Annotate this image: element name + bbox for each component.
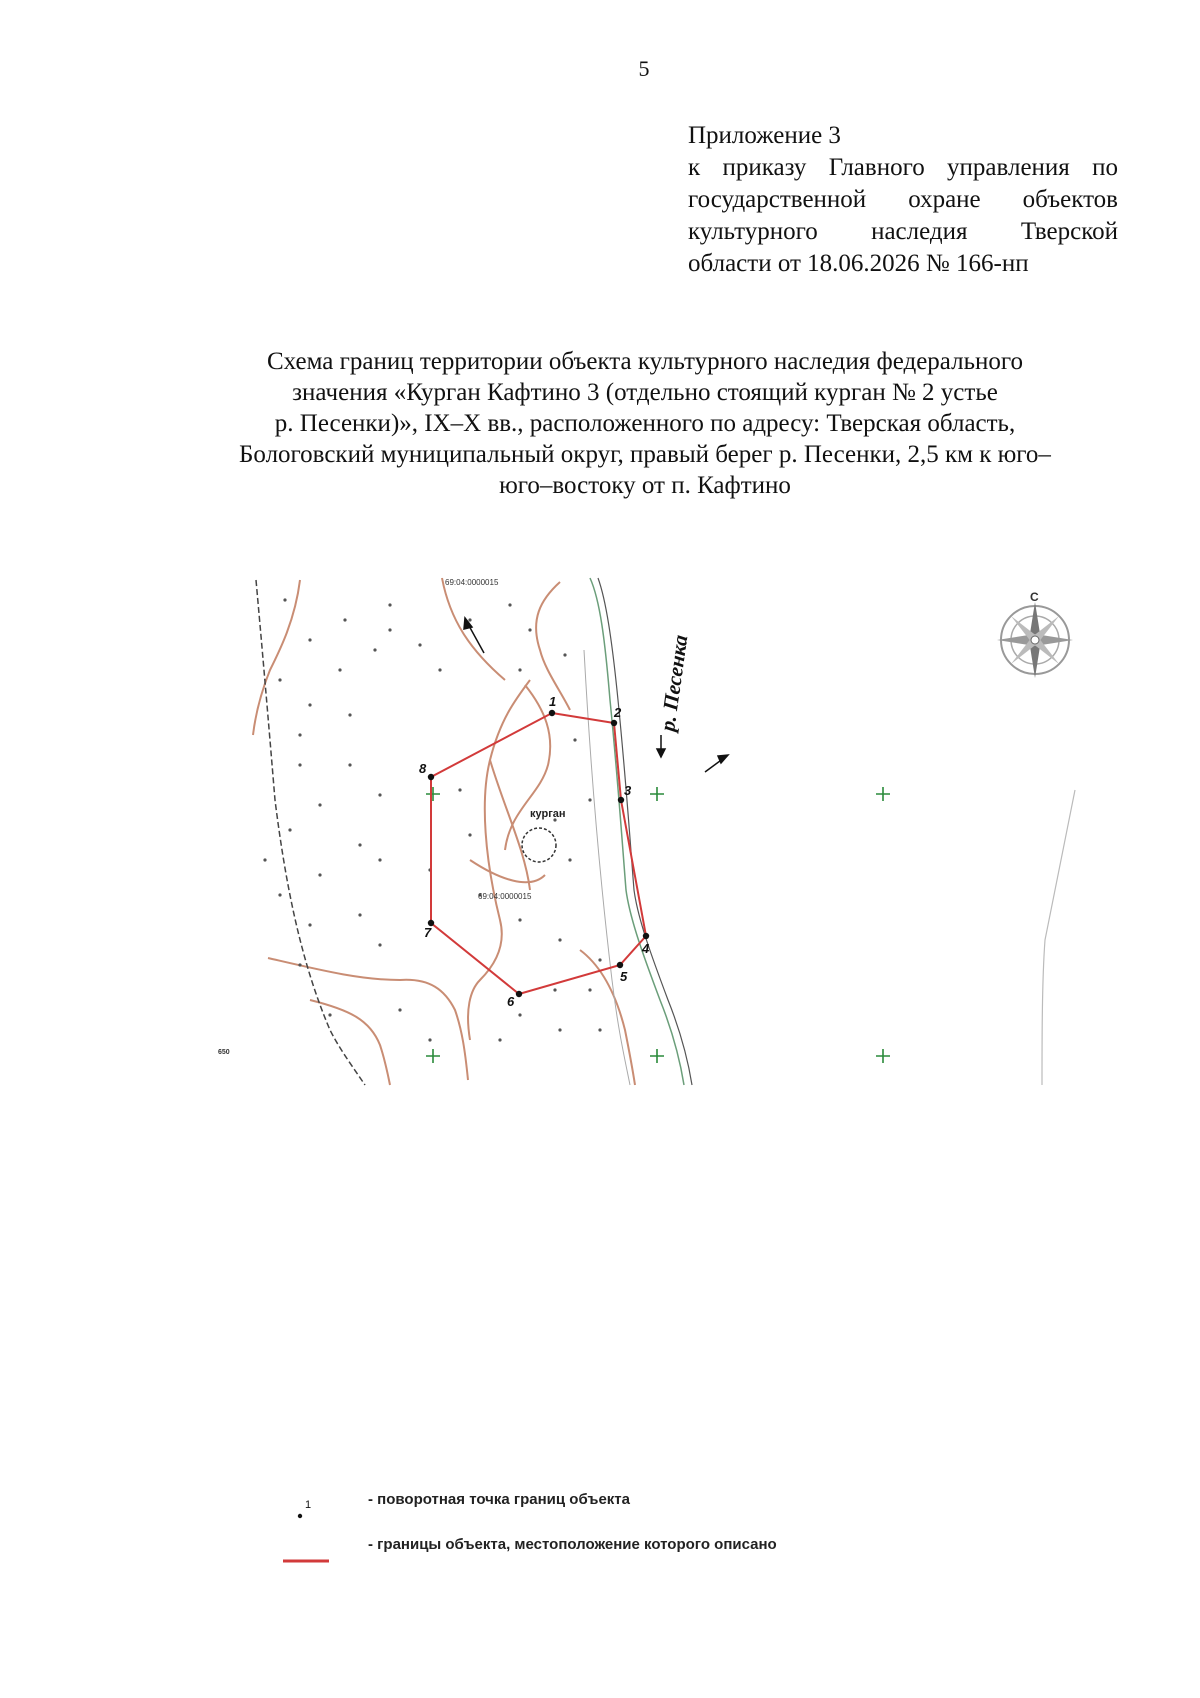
page-title bbox=[140, 346, 1150, 501]
arrow-northwest bbox=[468, 624, 484, 653]
boundary-point-6 bbox=[516, 991, 522, 997]
edge-label: 650 bbox=[218, 1049, 230, 1056]
grid-cross bbox=[876, 787, 890, 801]
object-boundary-line bbox=[431, 713, 646, 994]
contour-line bbox=[310, 1000, 390, 1085]
compass-label: С bbox=[1030, 590, 1039, 604]
appendix-block bbox=[688, 120, 1118, 280]
boundary-point-5 bbox=[617, 962, 623, 968]
title-line: р. Песенки)», IX–X вв., расположенного по адресу: Тверская область, bbox=[274, 410, 1016, 437]
grid-cross bbox=[650, 1049, 664, 1063]
contour-line bbox=[470, 860, 545, 882]
boundary-point-label-2: 2 bbox=[614, 705, 622, 720]
legend-point-text: - поворотная точка границ объекта bbox=[368, 1491, 630, 1508]
legend-line-symbol bbox=[281, 1556, 331, 1566]
title-line: Схема границ территории объекта культурного наследия федерального bbox=[266, 348, 1024, 375]
boundary-point-8 bbox=[428, 774, 434, 780]
title-line: Бологовский муниципальный округ, правый берег р. Песенки, 2,5 км к юго– bbox=[239, 441, 1051, 468]
arrow-river-head bbox=[657, 749, 665, 757]
legend-point-symbol bbox=[290, 1494, 320, 1524]
title-line: юго–востоку от п. Кафтино bbox=[499, 472, 791, 499]
boundary-map bbox=[0, 560, 1200, 1100]
contour-lines bbox=[253, 578, 635, 1085]
contour-line bbox=[490, 760, 530, 890]
boundary-layer bbox=[419, 694, 650, 1009]
kurgan-mound bbox=[522, 808, 566, 862]
title-line: значения «Курган Кафтино 3 (отдельно стоящий курган № 2 устье bbox=[292, 379, 998, 406]
kurgan-circle bbox=[522, 828, 556, 862]
boundary-point-label-8: 8 bbox=[419, 761, 427, 776]
elevation-dots bbox=[263, 598, 601, 1041]
grid-cross bbox=[876, 1049, 890, 1063]
compass-icon bbox=[997, 602, 1073, 678]
map-edge-line bbox=[1042, 790, 1075, 1085]
kurgan-label: курган bbox=[530, 808, 566, 820]
legend-point-number: 1 bbox=[305, 1499, 312, 1511]
grid-cross bbox=[426, 787, 440, 801]
contour-line bbox=[253, 580, 300, 735]
boundary-point-label-7: 7 bbox=[424, 925, 432, 940]
boundary-point-label-3: 3 bbox=[624, 783, 632, 798]
appendix-line: к приказу Главного управления по bbox=[688, 154, 1118, 181]
appendix-line: Приложение 3 bbox=[688, 122, 841, 149]
grid-crosses bbox=[426, 787, 890, 1063]
river-label: р. Песенка bbox=[655, 633, 693, 733]
cadastral-label: 69:04:0000015 bbox=[445, 578, 499, 587]
cadastral-label: 69:04:0000015 bbox=[478, 892, 532, 901]
contour-line bbox=[536, 582, 570, 710]
appendix-line: культурного наследия Тверской bbox=[688, 218, 1118, 245]
contour-line bbox=[268, 958, 468, 1080]
boundary-point-2 bbox=[611, 720, 617, 726]
cadastral-line bbox=[256, 580, 365, 1085]
legend-line-text: - границы объекта, местоположение которого описано bbox=[368, 1536, 777, 1553]
boundary-point-label-1: 1 bbox=[549, 694, 557, 709]
grid-cross bbox=[650, 787, 664, 801]
boundary-point-label-6: 6 bbox=[507, 994, 515, 1009]
boundary-point-label-5: 5 bbox=[620, 969, 628, 984]
contour-line bbox=[442, 578, 505, 680]
contour-line bbox=[468, 680, 530, 1040]
page-number: 5 bbox=[638, 56, 650, 81]
appendix-line: государственной охране объектов bbox=[688, 186, 1118, 213]
boundary-point-4 bbox=[643, 933, 649, 939]
boundary-point-1 bbox=[549, 710, 555, 716]
grid-cross bbox=[426, 1049, 440, 1063]
boundary-point-label-4: 4 bbox=[642, 941, 650, 956]
appendix-line: области от 18.06.2026 № 166-нп bbox=[688, 250, 1029, 277]
